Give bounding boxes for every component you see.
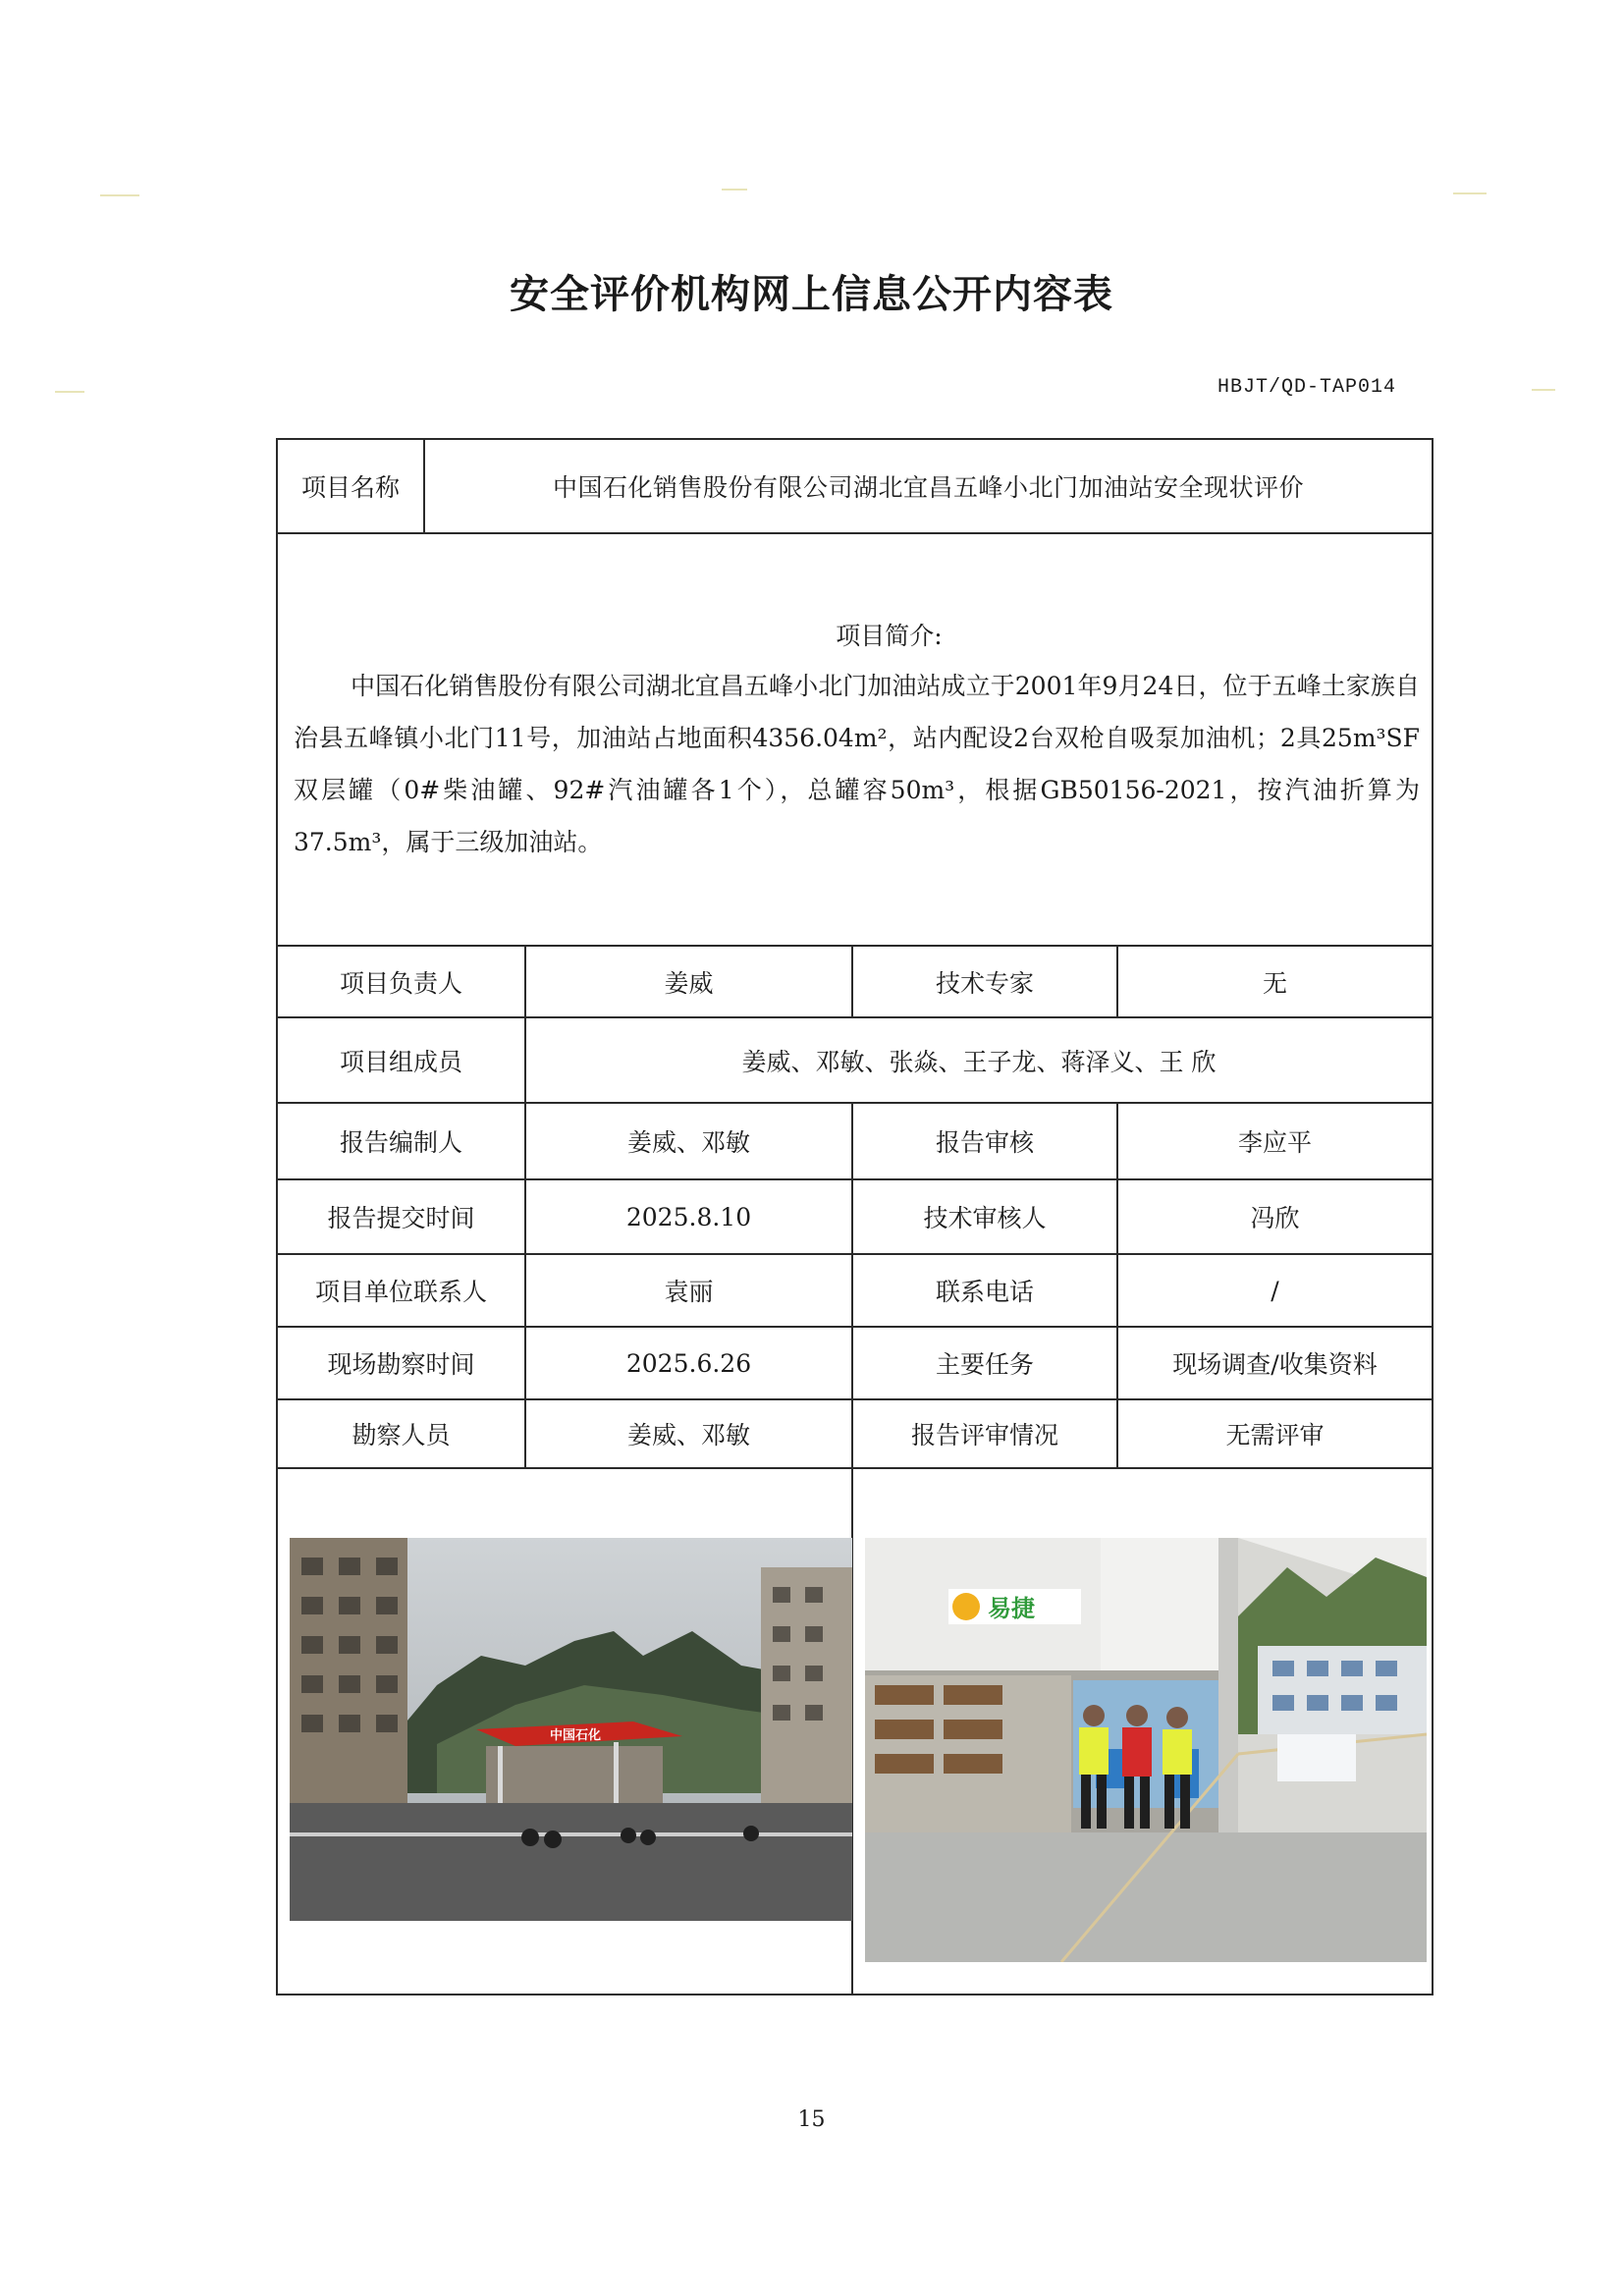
survey-time-label: 现场勘察时间: [277, 1327, 525, 1399]
unit-contact-label: 项目单位联系人: [277, 1254, 525, 1327]
scan-speck: [722, 189, 747, 191]
sinopec-sign-text: 中国石化: [550, 1728, 602, 1743]
surveyors-label: 勘察人员: [277, 1399, 525, 1468]
report-author-label: 报告编制人: [277, 1103, 525, 1179]
survey-time-value: 2025.6.26: [525, 1327, 852, 1399]
project-name-value: 中国石化销售股份有限公司湖北宜昌五峰小北门加油站安全现状评价: [424, 439, 1433, 533]
team-members-label: 项目组成员: [277, 1017, 525, 1103]
site-photos-row: [277, 1468, 1433, 1995]
main-task-value: 现场调查/收集资料: [1117, 1327, 1433, 1399]
gas-station-exterior-photo: [290, 1538, 852, 1921]
report-author-value: 姜威、邓敏: [525, 1103, 852, 1179]
easyjoy-sign-text: 易捷: [988, 1595, 1035, 1622]
scan-speck: [55, 391, 84, 393]
project-intro-text: 中国石化销售股份有限公司湖北宜昌五峰小北门加油站成立于2001年9月24日，位于五峰土家族自治县五峰镇小北门11号，加油站占地面积4356.04m²，站内配设2台双枪自吸泵加油机；2具25m³SF双层罐（0#柴油罐、92#汽油罐各1个），总罐容50m³，根据GB50156-2021，按汽油折算为37.5m³，属于三级加油站。: [294, 672, 1421, 856]
contact-phone-value: /: [1117, 1254, 1433, 1327]
project-leader-value: 姜威: [525, 946, 852, 1017]
page-title: 安全评价机构网上信息公开内容表: [510, 272, 1113, 317]
info-disclosure-form: [276, 438, 1434, 1995]
project-name-label: 项目名称: [277, 439, 424, 533]
photo-cell-left: [277, 1468, 852, 1995]
project-intro-row: [277, 533, 1433, 946]
page-number: 15: [797, 2107, 826, 2132]
technical-expert-label: 技术专家: [852, 946, 1117, 1017]
report-author-row: [277, 1103, 1433, 1179]
report-submit-time-value: 2025.8.10: [525, 1179, 852, 1254]
review-status-label: 报告评审情况: [852, 1399, 1117, 1468]
report-review-value: 李应平: [1117, 1103, 1433, 1179]
contact-row: [277, 1254, 1433, 1327]
scan-speck: [1453, 192, 1487, 194]
team-members-row: [277, 1017, 1433, 1103]
project-leader-label: 项目负责人: [277, 946, 525, 1017]
report-review-label: 报告审核: [852, 1103, 1117, 1179]
surveyors-row: [277, 1399, 1433, 1468]
unit-contact-value: 袁丽: [525, 1254, 852, 1327]
team-members-value: 姜威、邓敏、张焱、王子龙、蒋泽义、王 欣: [525, 1017, 1433, 1103]
contact-phone-label: 联系电话: [852, 1254, 1117, 1327]
project-name-row: [277, 439, 1433, 533]
technical-reviewer-value: 冯欣: [1117, 1179, 1433, 1254]
scan-speck: [1532, 389, 1555, 391]
review-status-value: 无需评审: [1117, 1399, 1433, 1468]
surveyors-value: 姜威、邓敏: [525, 1399, 852, 1468]
project-leader-row: [277, 946, 1433, 1017]
project-intro-label: 项目简介:: [836, 622, 943, 650]
scan-speck: [100, 194, 139, 196]
photo-cell-right: [852, 1468, 1433, 1995]
report-submit-time-label: 报告提交时间: [277, 1179, 525, 1254]
main-task-label: 主要任务: [852, 1327, 1117, 1399]
document-code: HBJT/QD-TAP014: [1217, 376, 1396, 399]
technical-reviewer-label: 技术审核人: [852, 1179, 1117, 1254]
technical-expert-value: 无: [1117, 946, 1433, 1017]
convenience-store-team-photo: [865, 1538, 1427, 1962]
project-intro-cell: [277, 533, 1433, 946]
report-submit-row: [277, 1179, 1433, 1254]
survey-time-row: [277, 1327, 1433, 1399]
